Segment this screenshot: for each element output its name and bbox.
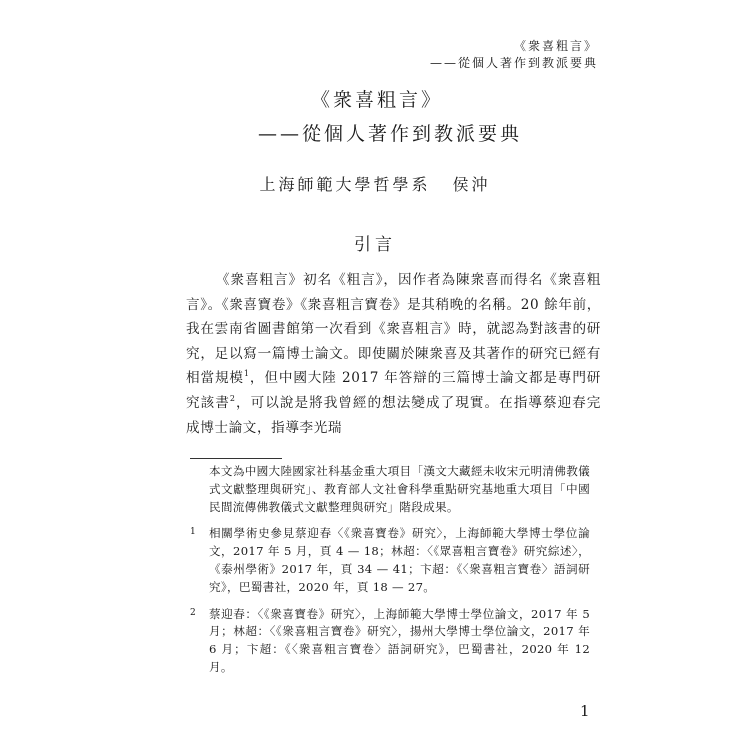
footnote-star [190, 463, 590, 516]
running-head [430, 38, 598, 72]
footnote-1 [190, 525, 590, 596]
running-head-subtitle: ——從個人著作到教派要典 [429, 56, 598, 70]
footnotes [190, 463, 590, 686]
footnote-1-mark: 1 [190, 527, 197, 538]
body-text-part2: ，但中國大陸 2017 年答辯的三篇博士論文都是專門研究該書 [186, 370, 601, 411]
author-name: 侯沖 [452, 175, 491, 194]
body-text-part1: 《衆喜粗言》初名《粗言》，因作者為陳衆喜而得名《衆喜粗言》。《衆喜寶卷》《衆喜粗言寶卷》是其稍晚的名稱。20 餘年前，我在雲南省圖書館第一次看到《衆喜粗言》時，就認為對該書的研究，足以寫一篇博士論文。即使關於陳衆喜及其著作的研究已經有相當規模 [186, 272, 601, 387]
author-line [0, 172, 750, 195]
title-main: 《衆喜粗言》 [310, 89, 443, 111]
footnote-2 [190, 606, 590, 677]
footnote-2-text: 蔡迎春：〈《衆喜寶卷》研究〉，上海師範大學博士學位論文，2017 年 5 月；林超：〈《衆喜粗言寶卷》研究〉，揚州大學博士學位論文，2017 年 6 月；卞超：《〈衆喜粗言寶卷〉語詞研究》，巴蜀書社，2020 年 12 月。 [209, 606, 590, 674]
footnote-1-text: 相關學術史參見蔡迎春〈《衆喜寶卷》研究〉，上海師範大學博士學位論文，2017 年 5 月，頁 4 — 18；林超：〈《眾喜粗言寶卷》研究綜述〉，《泰州學術》2017 年，頁 34 — 41；卞超：《〈衆喜粗言寶卷〉語詞研究》，巴蜀書社，2020 年，頁 18 — 27。 [209, 526, 590, 594]
body-paragraph [186, 268, 601, 440]
author-affiliation: 上海師範大學哲學系 [259, 175, 431, 194]
footnote-ref-2[interactable]: 2 [229, 393, 236, 403]
page-number: 1 [580, 702, 590, 720]
article-title [0, 86, 750, 148]
footnote-star-text: 本文為中國大陸國家社科基金重大項目「漢文大藏經未收宋元明清佛教儀式文獻整理與研究」、教育部人文社會科學重點研究基地重大項目「中國民間流傳佛教儀式文獻整理與研究」階段成果。 [209, 464, 590, 514]
section-heading: 引言 [354, 235, 396, 255]
footnote-2-mark: 2 [190, 607, 197, 618]
footnote-ref-1[interactable]: 1 [243, 369, 250, 379]
body-text-part3: ，可以說是將我曾經的想法變成了現實。在指導蔡迎春完成博士論文，指導李光瑞 [186, 394, 601, 436]
footnote-divider [190, 458, 282, 459]
title-subtitle: ——從個人著作到教派要典 [257, 123, 522, 145]
running-head-title: 《衆喜粗言》 [513, 39, 598, 53]
